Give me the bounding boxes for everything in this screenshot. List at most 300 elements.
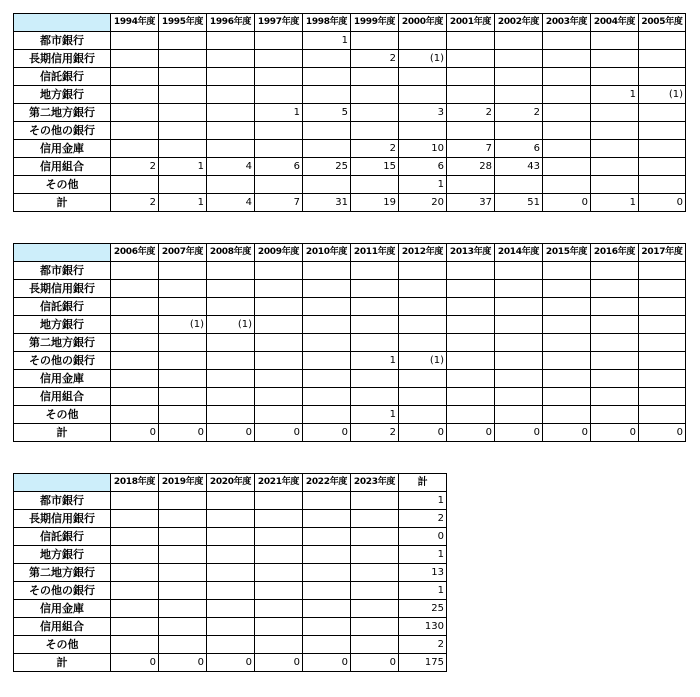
table-cell [303, 546, 351, 564]
table-cell: 1 [351, 406, 399, 424]
row-label: 都市銀行 [14, 262, 111, 280]
table-cell [639, 316, 686, 334]
table-cell [303, 298, 351, 316]
row-label: 地方銀行 [14, 546, 111, 564]
table-cell [159, 352, 207, 370]
table-cell [255, 176, 303, 194]
table-cell [447, 176, 495, 194]
table-cell [159, 510, 207, 528]
table-cell [207, 140, 255, 158]
table-cell [159, 298, 207, 316]
table-cell [159, 32, 207, 50]
table-cell [591, 352, 639, 370]
table-cell [543, 280, 591, 298]
column-header: 2023年度 [351, 474, 399, 492]
table-cell [255, 636, 303, 654]
table-cell: 0 [207, 424, 255, 442]
table-cell [207, 352, 255, 370]
table-cell [303, 618, 351, 636]
table-cell [351, 388, 399, 406]
table-cell: 43 [495, 158, 543, 176]
table-cell [159, 636, 207, 654]
table-cell [111, 316, 159, 334]
table-cell [159, 334, 207, 352]
table-cell [639, 140, 686, 158]
table-cell [111, 50, 159, 68]
table-cell: 0 [591, 424, 639, 442]
table-cell [111, 618, 159, 636]
table-cell [351, 104, 399, 122]
table-cell: 51 [495, 194, 543, 212]
table-cell [111, 546, 159, 564]
table-cell [207, 582, 255, 600]
table-cell [639, 298, 686, 316]
table-cell [303, 388, 351, 406]
table-cell [351, 600, 399, 618]
table-cell [255, 600, 303, 618]
table-cell: 0 [351, 654, 399, 672]
header-corner-cell [14, 14, 111, 32]
table-cell [303, 122, 351, 140]
table-cell [447, 86, 495, 104]
table-cell [639, 32, 686, 50]
table-cell [639, 68, 686, 86]
table-cell [303, 140, 351, 158]
table-cell [303, 262, 351, 280]
table-cell: 2 [351, 50, 399, 68]
table-cell [159, 122, 207, 140]
table-cell: 0 [543, 424, 591, 442]
table-cell: 7 [255, 194, 303, 212]
table-cell [159, 582, 207, 600]
table-cell [447, 388, 495, 406]
table-cell [255, 50, 303, 68]
table-row [14, 334, 686, 352]
table-cell: 175 [399, 654, 447, 672]
table-cell [543, 68, 591, 86]
table-cell [207, 298, 255, 316]
table-row [14, 158, 686, 176]
table-cell [159, 104, 207, 122]
table-cell [111, 510, 159, 528]
table-cell: 0 [303, 424, 351, 442]
table-cell [399, 316, 447, 334]
failures-table-2018-2023-total [13, 473, 447, 672]
table-cell [303, 406, 351, 424]
table-cell [159, 600, 207, 618]
table-cell: (1) [399, 50, 447, 68]
row-label: 信用組合 [14, 618, 111, 636]
table-cell: 0 [495, 424, 543, 442]
row-label: その他の銀行 [14, 122, 111, 140]
table-cell [207, 546, 255, 564]
column-header: 2014年度 [495, 244, 543, 262]
failures-table-1994-2005 [13, 13, 686, 212]
table-cell [591, 262, 639, 280]
column-header: 2008年度 [207, 244, 255, 262]
table-cell: 1 [591, 86, 639, 104]
row-label: その他 [14, 176, 111, 194]
table-cell [255, 510, 303, 528]
table-cell: 6 [255, 158, 303, 176]
table-cell [111, 86, 159, 104]
table-cell [255, 406, 303, 424]
row-label: 計 [14, 424, 111, 442]
table-cell [111, 298, 159, 316]
table-cell [399, 86, 447, 104]
table-cell [303, 352, 351, 370]
table-cell [111, 104, 159, 122]
table-cell [447, 262, 495, 280]
table-cell: 2 [495, 104, 543, 122]
table-cell [255, 68, 303, 86]
table-cell [495, 298, 543, 316]
table-cell: 31 [303, 194, 351, 212]
table-cell: 0 [543, 194, 591, 212]
table-cell [399, 32, 447, 50]
column-header: 2017年度 [639, 244, 686, 262]
table-cell [495, 370, 543, 388]
table-cell [495, 280, 543, 298]
table-cell [111, 370, 159, 388]
table-cell [447, 50, 495, 68]
table-cell: (1) [207, 316, 255, 334]
table-cell [591, 140, 639, 158]
table-cell [591, 32, 639, 50]
table-cell [207, 334, 255, 352]
table-cell [351, 68, 399, 86]
table-cell [351, 582, 399, 600]
table-cell: 2 [351, 424, 399, 442]
table-cell [447, 406, 495, 424]
table-cell [159, 262, 207, 280]
table-cell [207, 176, 255, 194]
column-header: 2021年度 [255, 474, 303, 492]
table-cell [351, 618, 399, 636]
table-cell [111, 636, 159, 654]
table-cell [591, 122, 639, 140]
table-cell [639, 176, 686, 194]
table-cell [255, 582, 303, 600]
table-cell: 0 [639, 424, 686, 442]
column-header: 1995年度 [159, 14, 207, 32]
table-cell [543, 262, 591, 280]
table-cell: 1 [255, 104, 303, 122]
table-cell [495, 176, 543, 194]
table-row [14, 564, 447, 582]
table-cell [351, 262, 399, 280]
table-cell [159, 68, 207, 86]
table-row [14, 528, 447, 546]
table-cell [207, 262, 255, 280]
table-cell [543, 316, 591, 334]
table-cell: 1 [303, 32, 351, 50]
row-label: その他 [14, 636, 111, 654]
table-row [14, 32, 686, 50]
table-cell [447, 352, 495, 370]
table-cell [111, 334, 159, 352]
table-cell: 25 [399, 600, 447, 618]
table-cell [111, 122, 159, 140]
table-cell: 10 [399, 140, 447, 158]
table-cell [207, 388, 255, 406]
table-cell: 7 [447, 140, 495, 158]
table-cell: 1 [399, 176, 447, 194]
table-cell: 0 [255, 424, 303, 442]
table-cell [303, 370, 351, 388]
table-cell: 2 [399, 636, 447, 654]
table-cell [639, 50, 686, 68]
table-cell [111, 564, 159, 582]
table-cell [591, 406, 639, 424]
table-cell [591, 50, 639, 68]
table-cell [207, 122, 255, 140]
table-cell [639, 104, 686, 122]
table-cell [399, 334, 447, 352]
row-label: 第二地方銀行 [14, 334, 111, 352]
table-cell [111, 600, 159, 618]
column-header: 2015年度 [543, 244, 591, 262]
table-cell [303, 334, 351, 352]
table-cell [639, 262, 686, 280]
table-cell [159, 618, 207, 636]
table-cell [159, 86, 207, 104]
row-label: 信託銀行 [14, 298, 111, 316]
table-cell [255, 140, 303, 158]
table-cell [207, 86, 255, 104]
table-cell [255, 564, 303, 582]
table-cell: 0 [111, 424, 159, 442]
table-cell [111, 68, 159, 86]
table-cell [351, 122, 399, 140]
table-cell [495, 86, 543, 104]
table-cell [447, 122, 495, 140]
table-cell: 2 [351, 140, 399, 158]
table-cell: 2 [111, 194, 159, 212]
header-row [14, 14, 686, 32]
table-cell [495, 32, 543, 50]
table-row [14, 510, 447, 528]
table-cell [543, 122, 591, 140]
table-row [14, 618, 447, 636]
table-cell [351, 86, 399, 104]
table-cell [303, 600, 351, 618]
table-cell: 1 [399, 546, 447, 564]
column-header: 2005年度 [639, 14, 686, 32]
column-header: 2001年度 [447, 14, 495, 32]
table-cell [255, 388, 303, 406]
table-cell [303, 492, 351, 510]
table-cell [207, 492, 255, 510]
table-cell [495, 388, 543, 406]
column-header: 2004年度 [591, 14, 639, 32]
table-cell [303, 510, 351, 528]
row-label: 計 [14, 654, 111, 672]
table-cell: 1 [399, 582, 447, 600]
table-cell: 6 [399, 158, 447, 176]
table-cell [399, 298, 447, 316]
table-cell [255, 280, 303, 298]
table-cell [159, 176, 207, 194]
table-cell [207, 104, 255, 122]
table-row [14, 140, 686, 158]
table-row [14, 636, 447, 654]
table-cell: (1) [159, 316, 207, 334]
table-cell [543, 158, 591, 176]
table-cell [495, 352, 543, 370]
table-cell: 0 [639, 194, 686, 212]
table-cell [255, 528, 303, 546]
table-cell [399, 262, 447, 280]
table-cell: 0 [399, 424, 447, 442]
table-cell [111, 176, 159, 194]
table-cell: 0 [111, 654, 159, 672]
table-row [14, 280, 686, 298]
table-cell: 130 [399, 618, 447, 636]
table-cell: 0 [255, 654, 303, 672]
table-cell: 6 [495, 140, 543, 158]
table-cell: 1 [159, 194, 207, 212]
table-cell [495, 122, 543, 140]
table-cell [399, 388, 447, 406]
column-header: 2018年度 [111, 474, 159, 492]
row-label: その他の銀行 [14, 582, 111, 600]
table-cell [543, 32, 591, 50]
table-cell: 0 [447, 424, 495, 442]
table-cell [207, 50, 255, 68]
table-cell: 0 [399, 528, 447, 546]
table-cell [351, 636, 399, 654]
table-cell [303, 528, 351, 546]
column-header: 2002年度 [495, 14, 543, 32]
row-label: 地方銀行 [14, 86, 111, 104]
table-row [14, 352, 686, 370]
table-cell: 15 [351, 158, 399, 176]
table-cell: 5 [303, 104, 351, 122]
table-cell [591, 104, 639, 122]
table-cell: 28 [447, 158, 495, 176]
table-cell [111, 32, 159, 50]
header-corner-cell [14, 244, 111, 262]
table-cell [207, 68, 255, 86]
column-header: 1998年度 [303, 14, 351, 32]
table-row [14, 424, 686, 442]
table-cell [159, 50, 207, 68]
table-cell [207, 564, 255, 582]
table-cell [447, 280, 495, 298]
table-row [14, 122, 686, 140]
table-cell [447, 316, 495, 334]
column-header: 計 [399, 474, 447, 492]
table-cell: 4 [207, 158, 255, 176]
table-cell [207, 406, 255, 424]
row-label: 第二地方銀行 [14, 104, 111, 122]
table-cell: (1) [639, 86, 686, 104]
table-cell [207, 528, 255, 546]
column-header: 2010年度 [303, 244, 351, 262]
table-cell [255, 492, 303, 510]
table-cell [639, 334, 686, 352]
table-cell [111, 492, 159, 510]
table-cell [591, 280, 639, 298]
table-cell [495, 68, 543, 86]
column-header: 2003年度 [543, 14, 591, 32]
table-cell [351, 564, 399, 582]
table-cell [495, 406, 543, 424]
table-cell [399, 406, 447, 424]
table-cell [639, 388, 686, 406]
table-cell: (1) [399, 352, 447, 370]
row-label: 信用金庫 [14, 600, 111, 618]
column-header: 2006年度 [111, 244, 159, 262]
table-cell: 1 [351, 352, 399, 370]
table-cell [255, 32, 303, 50]
table-cell: 1 [591, 194, 639, 212]
table-cell: 4 [207, 194, 255, 212]
table-cell: 2 [399, 510, 447, 528]
row-label: 都市銀行 [14, 492, 111, 510]
table-cell [639, 158, 686, 176]
table-cell [255, 370, 303, 388]
table-cell [159, 564, 207, 582]
table-cell: 37 [447, 194, 495, 212]
table-cell [447, 298, 495, 316]
table-cell [303, 582, 351, 600]
table-cell [111, 406, 159, 424]
table-cell [303, 50, 351, 68]
table-cell: 0 [159, 654, 207, 672]
header-corner-cell [14, 474, 111, 492]
table-cell [447, 32, 495, 50]
table-row [14, 194, 686, 212]
table-row [14, 406, 686, 424]
table-cell [591, 298, 639, 316]
table-cell [639, 370, 686, 388]
table-cell [351, 316, 399, 334]
table-cell [639, 122, 686, 140]
table-cell [495, 334, 543, 352]
table-cell [351, 492, 399, 510]
table-cell: 2 [111, 158, 159, 176]
table-cell [591, 68, 639, 86]
table-row [14, 492, 447, 510]
column-header: 2013年度 [447, 244, 495, 262]
column-header: 2007年度 [159, 244, 207, 262]
table-cell [207, 618, 255, 636]
table-cell [159, 280, 207, 298]
header-row [14, 474, 447, 492]
table-cell [207, 370, 255, 388]
table-cell [303, 176, 351, 194]
table-cell [207, 32, 255, 50]
table-cell: 13 [399, 564, 447, 582]
table-cell [159, 406, 207, 424]
row-label: 都市銀行 [14, 32, 111, 50]
table-cell [591, 316, 639, 334]
table-cell [159, 370, 207, 388]
row-label: 長期信用銀行 [14, 280, 111, 298]
table-cell [639, 280, 686, 298]
column-header: 2019年度 [159, 474, 207, 492]
row-label: 信用組合 [14, 388, 111, 406]
table-cell: 1 [159, 158, 207, 176]
row-label: その他 [14, 406, 111, 424]
table-cell [543, 370, 591, 388]
table-cell [591, 176, 639, 194]
table-cell: 20 [399, 194, 447, 212]
table-row [14, 298, 686, 316]
table-cell [543, 352, 591, 370]
